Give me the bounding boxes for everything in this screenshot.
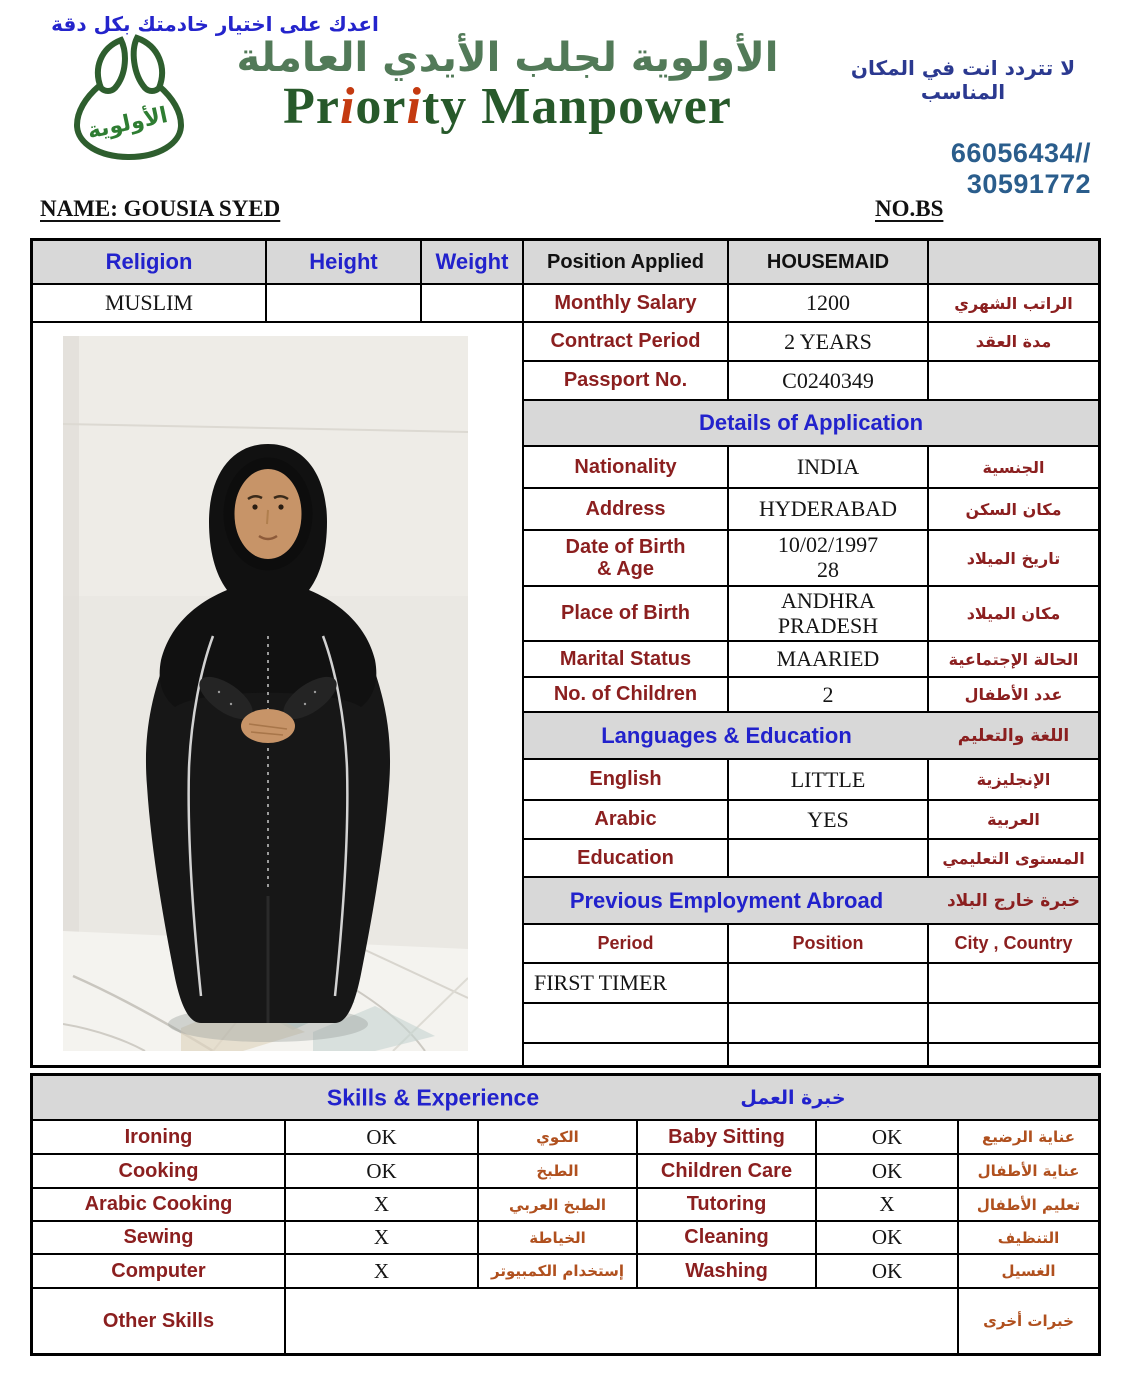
sewing-arabic: الخياطة bbox=[479, 1222, 638, 1253]
sewing-value: X bbox=[286, 1222, 479, 1253]
ironing-label: Ironing bbox=[33, 1121, 286, 1153]
languages-header-text: Languages & Education bbox=[601, 722, 852, 748]
address-arabic: مكان السكن bbox=[965, 499, 1062, 519]
employment-city-2 bbox=[929, 1004, 1098, 1042]
children-care-value: OK bbox=[817, 1155, 959, 1187]
education-label: Education bbox=[524, 840, 729, 876]
tutoring-value: X bbox=[817, 1189, 959, 1220]
employment-row-2 bbox=[524, 1004, 1098, 1044]
monthly-salary-row bbox=[524, 285, 1098, 323]
marital-status-arabic: الحالة الإجتماعية bbox=[948, 649, 1079, 669]
position-header-empty bbox=[929, 241, 1098, 283]
employment-period-2 bbox=[524, 1004, 729, 1042]
address-label: Address bbox=[524, 489, 729, 529]
employment-position-3 bbox=[729, 1044, 929, 1065]
english-arabic: الإنجليزية bbox=[976, 770, 1051, 789]
baby-sitting-label: Baby Sitting bbox=[638, 1121, 817, 1153]
photo-cell bbox=[33, 323, 522, 1065]
employment-header-arabic: خبرة خارج البلاد bbox=[946, 890, 1081, 911]
cooking-arabic: الطبخ bbox=[479, 1155, 638, 1187]
cleaning-label: Cleaning bbox=[638, 1222, 817, 1253]
languages-header-arabic: اللغة والتعليم bbox=[957, 725, 1070, 746]
position-column-header: Position bbox=[729, 925, 929, 962]
employment-position-2 bbox=[729, 1004, 929, 1042]
profile-pane bbox=[33, 241, 524, 1065]
skills-section-header bbox=[33, 1076, 1098, 1121]
english-label: English bbox=[524, 760, 729, 799]
ironing-value: OK bbox=[286, 1121, 479, 1153]
arabic-cooking-value: X bbox=[286, 1189, 479, 1220]
application-table bbox=[30, 238, 1101, 1068]
applicant-name: NAME: GOUSIA SYED bbox=[40, 196, 281, 221]
position-applied-label: Position Applied bbox=[524, 241, 729, 283]
computer-value: X bbox=[286, 1255, 479, 1287]
nationality-arabic: الجنسية bbox=[982, 457, 1045, 477]
employment-row-1 bbox=[524, 964, 1098, 1004]
profile-value-row bbox=[33, 285, 522, 323]
top-tagline-arabic: اعدك على اختيار خادمتك بكل دقة bbox=[51, 12, 379, 36]
brand-title-english: Priority Manpower bbox=[283, 78, 732, 135]
contract-period-row bbox=[524, 323, 1098, 362]
tutoring-arabic: تعليم الأطفال bbox=[976, 1195, 1081, 1214]
brand-title-arabic: الأولوية لجلب الأيدي العاملة bbox=[236, 35, 779, 81]
place-of-birth-arabic: مكان الميلاد bbox=[966, 604, 1061, 623]
height-value bbox=[267, 285, 422, 321]
logo-drop-icon bbox=[55, 34, 205, 162]
arabic-value: YES bbox=[729, 801, 929, 838]
nationality-row bbox=[524, 447, 1098, 489]
place-of-birth-label: Place of Birth bbox=[524, 587, 729, 640]
skills-row-ironing bbox=[33, 1121, 1098, 1155]
position-header-row bbox=[524, 241, 1098, 285]
skills-row-arabic-cooking bbox=[33, 1189, 1098, 1222]
city-country-column-header: City , Country bbox=[954, 933, 1073, 953]
height-header: Height bbox=[267, 241, 422, 283]
employment-period-1: FIRST TIMER bbox=[524, 964, 729, 1002]
monthly-salary-arabic: الراتب الشهري bbox=[954, 293, 1073, 313]
cooking-value: OK bbox=[286, 1155, 479, 1187]
passport-label: Passport No. bbox=[524, 362, 729, 399]
cleaning-value: OK bbox=[817, 1222, 959, 1253]
baby-sitting-value: OK bbox=[817, 1121, 959, 1153]
children-care-label: Children Care bbox=[638, 1155, 817, 1187]
place-of-birth-row bbox=[524, 587, 1098, 642]
details-section-header bbox=[524, 401, 1098, 447]
nationality-label: Nationality bbox=[524, 447, 729, 487]
monthly-salary-label: Monthly Salary bbox=[524, 285, 729, 321]
weight-value bbox=[422, 285, 522, 321]
washing-label: Washing bbox=[638, 1255, 817, 1287]
baby-sitting-arabic: عناية الرضيع bbox=[982, 1128, 1075, 1146]
arabic-cooking-arabic: الطبخ العربي bbox=[479, 1189, 638, 1220]
phone-numbers: 66056434// 30591772 bbox=[950, 138, 1091, 199]
education-value bbox=[729, 840, 929, 876]
washing-arabic: الغسيل bbox=[1001, 1262, 1056, 1280]
employment-header-text: Previous Employment Abroad bbox=[569, 887, 884, 913]
marital-status-label: Marital Status bbox=[524, 642, 729, 676]
dob-label: Date of Birth & Age bbox=[524, 531, 729, 585]
reference-number: NO.BS bbox=[875, 196, 944, 221]
logo-calligraphy-text: الأولوية bbox=[85, 102, 170, 145]
passport-row bbox=[524, 362, 1098, 401]
children-value: 2 bbox=[729, 678, 929, 711]
arabic-arabic: العربية bbox=[987, 810, 1040, 829]
employment-position-1 bbox=[729, 964, 929, 1002]
employment-row-3 bbox=[524, 1044, 1098, 1065]
priority-manpower-logo bbox=[55, 34, 205, 162]
skills-row-other bbox=[33, 1289, 1098, 1353]
marital-status-row bbox=[524, 642, 1098, 678]
passport-value: C0240349 bbox=[729, 362, 929, 399]
other-skills-arabic: خبرات أخرى bbox=[983, 1312, 1074, 1330]
employment-city-3 bbox=[929, 1044, 1098, 1065]
children-care-arabic: عناية الأطفال bbox=[977, 1162, 1080, 1180]
period-column-header: Period bbox=[524, 925, 729, 962]
washing-value: OK bbox=[817, 1255, 959, 1287]
ironing-arabic: الكوي bbox=[479, 1121, 638, 1153]
place-of-birth-value: ANDHRA PRADESH bbox=[729, 587, 929, 640]
employment-section-header bbox=[524, 878, 1098, 925]
employment-city-1 bbox=[929, 964, 1098, 1002]
right-tagline-arabic: لا تتردد انت في المكان المناسب bbox=[850, 56, 1076, 104]
marital-status-value: MAARIED bbox=[729, 642, 929, 676]
children-row bbox=[524, 678, 1098, 713]
contract-period-value: 2 YEARS bbox=[729, 323, 929, 360]
english-row bbox=[524, 760, 1098, 801]
other-skills-value bbox=[286, 1289, 959, 1353]
dob-row bbox=[524, 531, 1098, 587]
details-header-text: Details of Application bbox=[698, 410, 924, 435]
computer-arabic: إستخدام الكمبيوتر bbox=[479, 1255, 638, 1287]
employment-period-3 bbox=[524, 1044, 729, 1065]
computer-label: Computer bbox=[33, 1255, 286, 1287]
brand-block bbox=[195, 36, 820, 135]
passport-arabic bbox=[929, 362, 1098, 399]
contract-period-label: Contract Period bbox=[524, 323, 729, 360]
religion-header: Religion bbox=[33, 241, 267, 283]
languages-section-header bbox=[524, 713, 1098, 760]
skills-row-sewing bbox=[33, 1222, 1098, 1255]
applicant-photo bbox=[63, 336, 468, 1051]
arabic-label: Arabic bbox=[524, 801, 729, 838]
address-value: HYDERABAD bbox=[729, 489, 929, 529]
dob-value: 10/02/1997 28 bbox=[729, 531, 929, 585]
skills-table bbox=[30, 1073, 1101, 1356]
nationality-value: INDIA bbox=[729, 447, 929, 487]
employment-columns-row bbox=[524, 925, 1098, 964]
religion-value: MUSLIM bbox=[33, 285, 267, 321]
skills-row-cooking bbox=[33, 1155, 1098, 1189]
arabic-row bbox=[524, 801, 1098, 840]
education-row bbox=[524, 840, 1098, 878]
application-pane bbox=[524, 241, 1098, 1065]
other-skills-label: Other Skills bbox=[33, 1289, 286, 1353]
education-arabic: المستوى التعليمي bbox=[942, 848, 1085, 868]
cooking-label: Cooking bbox=[33, 1155, 286, 1187]
arabic-cooking-label: Arabic Cooking bbox=[33, 1189, 286, 1220]
cleaning-arabic: التنظيف bbox=[997, 1228, 1060, 1247]
children-arabic: عدد الأطفال bbox=[964, 685, 1063, 704]
skills-header-text: Skills & Experience bbox=[326, 1084, 540, 1110]
position-applied-value: HOUSEMAID bbox=[729, 241, 929, 283]
weight-header: Weight bbox=[435, 249, 509, 274]
sewing-label: Sewing bbox=[33, 1222, 286, 1253]
monthly-salary-value: 1200 bbox=[729, 285, 929, 321]
profile-header-row bbox=[33, 241, 522, 285]
english-value: LITTLE bbox=[729, 760, 929, 799]
skills-row-computer bbox=[33, 1255, 1098, 1289]
children-label: No. of Children bbox=[524, 678, 729, 711]
tutoring-label: Tutoring bbox=[638, 1189, 817, 1220]
contract-period-arabic: مدة العقد bbox=[975, 332, 1052, 351]
address-row bbox=[524, 489, 1098, 531]
skills-header-arabic: خبرة العمل bbox=[740, 1086, 846, 1109]
dob-arabic: تاريخ الميلاد bbox=[966, 548, 1061, 568]
